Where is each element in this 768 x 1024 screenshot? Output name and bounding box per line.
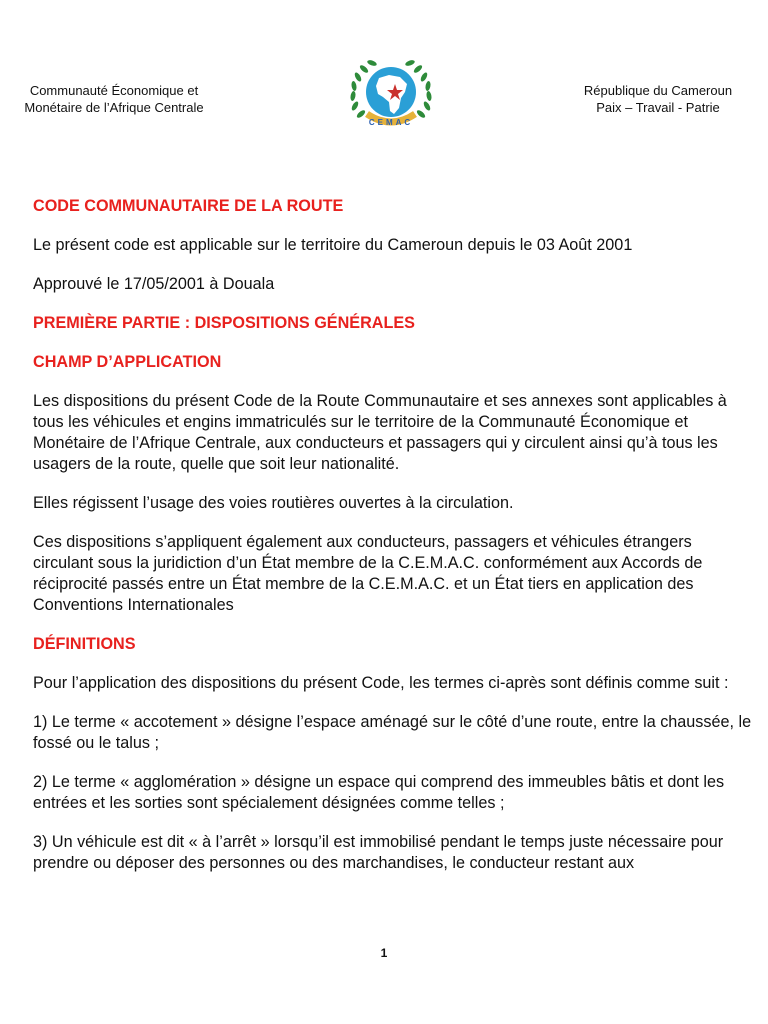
part-heading: PREMIÈRE PARTIE : DISPOSITIONS GÉNÉRALES (33, 314, 415, 332)
definitions-intro: Pour l’application des dispositions du présent Code, les termes ci-après sont définis comme suit : (33, 674, 729, 692)
header-right-line2: Paix – Travail - Patrie (596, 100, 720, 115)
document-body (33, 196, 753, 892)
header-left (14, 82, 214, 116)
header-right (558, 82, 758, 116)
approval-paragraph: Approuvé le 17/05/2001 à Douala (33, 275, 275, 293)
usage-paragraph: Elles régissent l’usage des voies routières ouvertes à la circulation. (33, 494, 514, 512)
header-left-line1: Communauté Économique et (29, 83, 199, 98)
definition-item: 1) Le terme « accotement » désigne l’espace aménagé sur le côté d’une route, entre la chaussée, le fossé ou le talus ; (33, 713, 752, 752)
document-title: CODE COMMUNAUTAIRE DE LA ROUTE (33, 197, 344, 215)
foreign-paragraph: Ces dispositions s’appliquent également aux conducteurs, passagers et véhicules étrangers circulant sous la juridiction d’un État membre de la C.E.M.A.C. conformément aux Accords de réciprocité passés entre un État membre de la C.E.M.A.C. et un État tiers en application des Conventions Internationales (33, 533, 703, 614)
cemac-logo (345, 56, 437, 130)
definition-item: 2) Le terme « agglomération » désigne un espace qui comprend des immeubles bâtis et dont les entrées et les sorties sont spécialement désignées comme telles ; (33, 773, 725, 812)
definition-item: 3) Un véhicule est dit « à l’arrêt » lorsqu’il est immobilisé pendant le temps juste nécessaire pour prendre ou déposer des personnes ou des marchandises, le conducteur restant aux (33, 833, 724, 872)
definitions-heading: DÉFINITIONS (33, 635, 136, 653)
header-right-line1: République du Cameroun (583, 83, 733, 98)
scope-heading: CHAMP D’APPLICATION (33, 353, 222, 371)
logo-lettering: CEMAC (368, 118, 414, 127)
scope-paragraph: Les dispositions du présent Code de la Route Communautaire et ses annexes sont applicables à tous les véhicules et engins immatriculés sur le territoire de la Communauté Économique et Monétaire de l’Afrique Centrale, aux conducteurs et passagers qui y circulent ainsi qu’à tous les usagers de la route, quelle que soit leur nationalité. (33, 392, 727, 473)
header-left-line2: Monétaire de l’Afrique Centrale (24, 100, 204, 115)
applicability-paragraph: Le présent code est applicable sur le territoire du Cameroun depuis le 03 Août 2001 (33, 236, 633, 254)
page-number: 1 (380, 946, 388, 960)
